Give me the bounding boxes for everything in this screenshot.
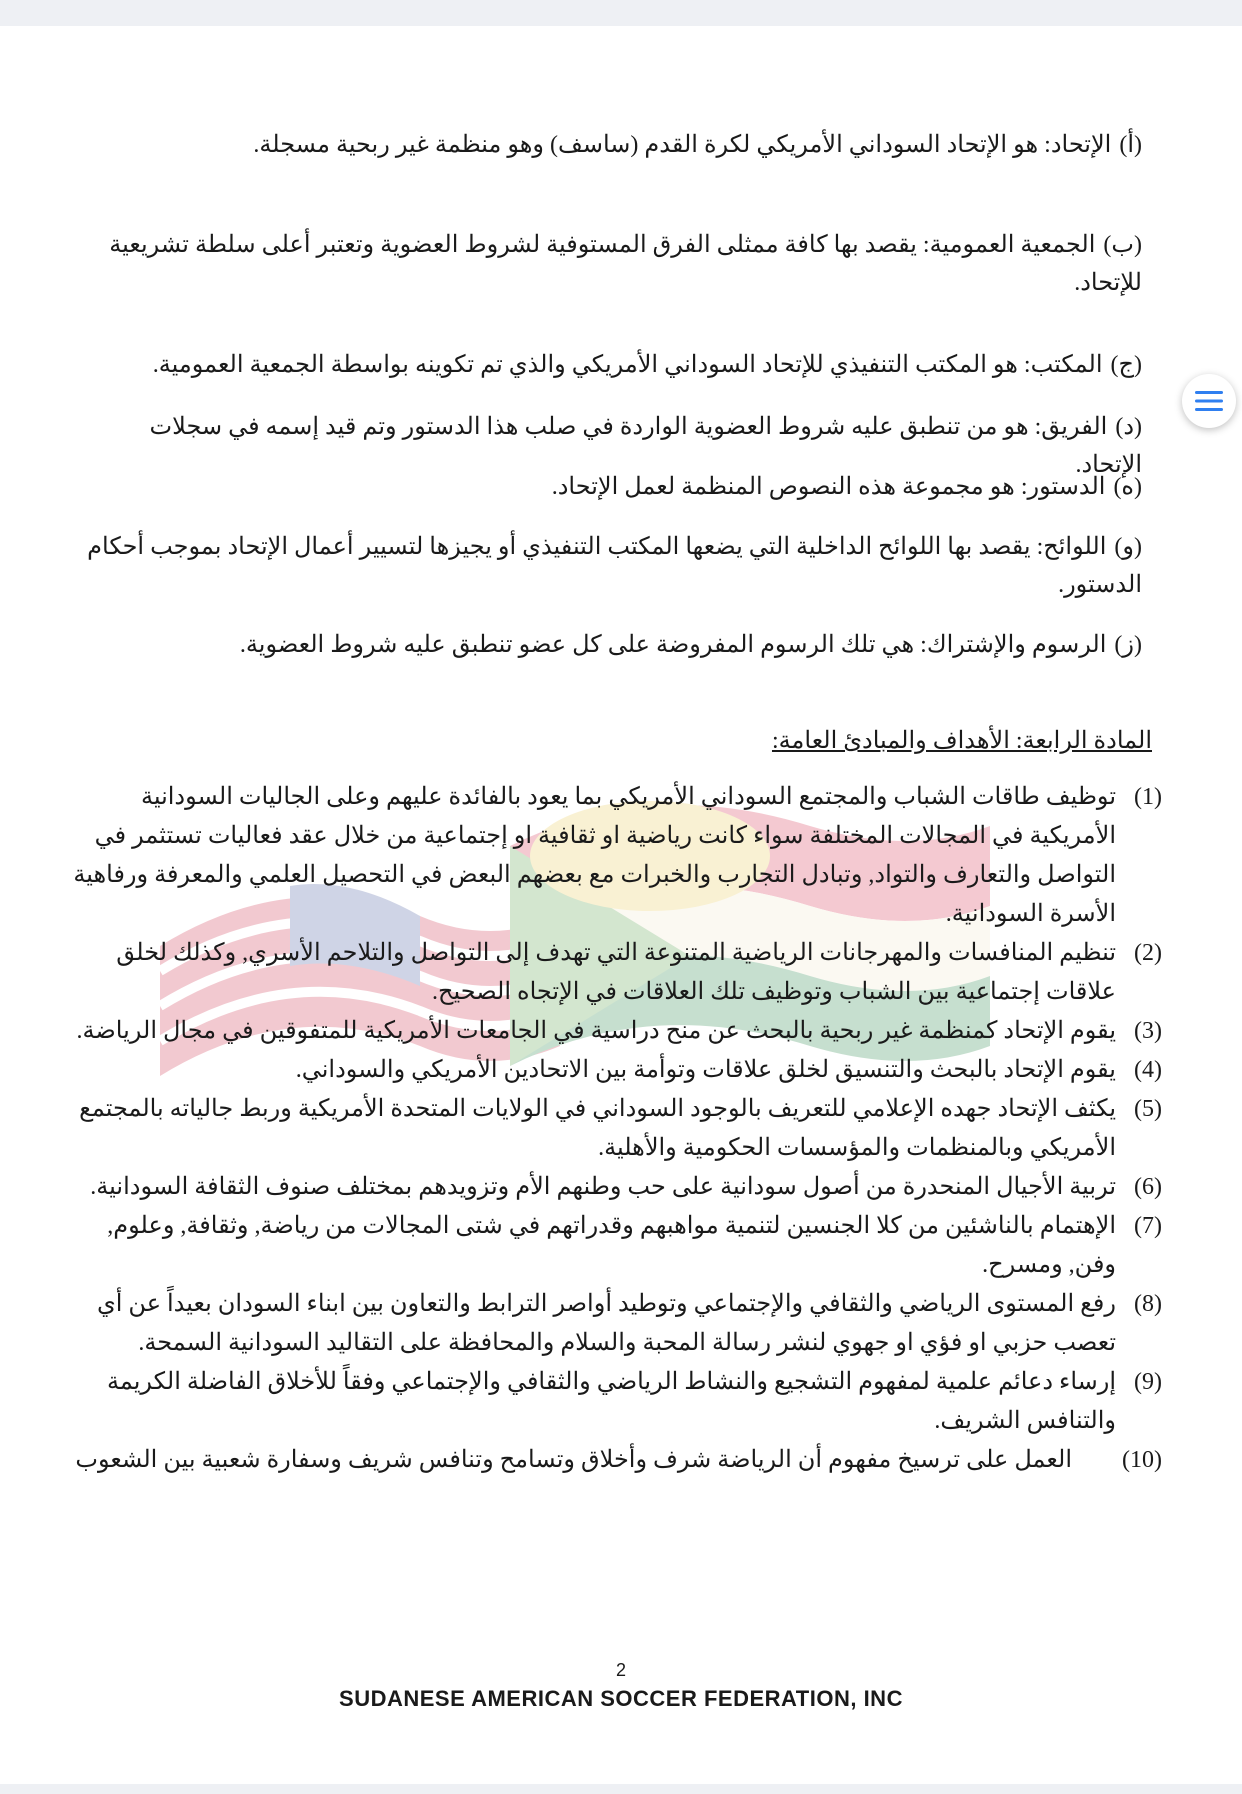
definition-label: (و) [1114, 534, 1142, 560]
organization-footer: SUDANESE AMERICAN SOCCER FEDERATION, INC [339, 1686, 903, 1711]
list-item [72, 1090, 1162, 1168]
list-item-number: (2) [1134, 940, 1162, 966]
definition-label: (ز) [1114, 632, 1142, 658]
list-item [72, 778, 1162, 934]
list-item-number: (1) [1134, 784, 1162, 810]
list-item-number: (5) [1134, 1096, 1162, 1122]
definition-text: الرسوم والإشتراك: هي تلك الرسوم المفروضة على كل عضو تنطبق عليه شروط العضوية. [239, 632, 1107, 658]
definition-c [82, 346, 1142, 384]
definition-text: الإتحاد: هو الإتحاد السوداني الأمريكي لكرة القدم (ساسف) وهو منظمة غير ربحية مسجلة. [253, 132, 1112, 158]
list-item [72, 1363, 1162, 1441]
list-item [72, 1285, 1162, 1363]
list-item-text: الإهتمام بالناشئين من كلا الجنسين لتنمية مواهبهم وقدراتهم في شتى المجالات من رياضة, وثقافة, وعلوم, وفن, ومسرح. [107, 1213, 1116, 1278]
list-item [72, 1168, 1162, 1207]
definition-text: المكتب: هو المكتب التنفيذي للإتحاد السوداني الأمريكي والذي تم تكوينه بواسطة الجمعية العمومية. [152, 352, 1103, 378]
list-item [72, 1207, 1162, 1285]
list-item-text: رفع المستوى الرياضي والثقافي والإجتماعي وتوطيد أواصر الترابط والتعاون بين ابناء السودان بعيداً عن أي تعصب حزبي او فؤي او جهوي لنشر رسالة المحبة والسلام والمحافظة على التقاليد السودانية السمحة. [96, 1291, 1116, 1356]
definition-label: (أ) [1119, 132, 1142, 158]
list-item-number: (6) [1134, 1174, 1162, 1200]
list-item-number: (9) [1134, 1369, 1162, 1395]
list-item-number: (3) [1134, 1018, 1162, 1044]
list-item-text: يقوم الإتحاد كمنظمة غير ربحية بالبحث عن منح دراسية في الجامعات الأمريكية للمتفوقين في مجال الرياضة. [76, 1018, 1116, 1044]
definition-text: الجمعية العمومية: يقصد بها كافة ممثلى الفرق المستوفية لشروط العضوية وتعتبر أعلى سلطة تشريعية للإتحاد. [109, 232, 1142, 296]
menu-button[interactable] [1182, 374, 1236, 428]
page-number: 2 [615, 1660, 626, 1680]
list-item-text: يقوم الإتحاد بالبحث والتنسيق لخلق علاقات وتوأمة بين الاتحادين الأمريكي والسوداني. [295, 1057, 1116, 1083]
list-item-text: العمل على ترسيخ مفهوم أن الرياضة شرف وأخلاق وتسامح وتنافس شريف وسفارة شعبية بين الشعوب [75, 1447, 1072, 1473]
list-item [72, 1441, 1162, 1480]
definition-label: (ب) [1103, 232, 1142, 258]
list-item-number: (8) [1134, 1291, 1162, 1317]
definition-text: الفريق: هو من تنطبق عليه شروط العضوية الواردة في صلب هذا الدستور وتم قيد إسمه في سجلات الإتحاد. [149, 414, 1142, 478]
document-page [0, 26, 1242, 1784]
section-title: المادة الرابعة: الأهداف والمبادئ العامة: [771, 728, 1152, 754]
definition-text: الدستور: هو مجموعة هذه النصوص المنظمة لعمل الإتحاد. [551, 474, 1106, 500]
list-item-text: توظيف طاقات الشباب والمجتمع السوداني الأمريكي بما يعود بالفائدة عليهم وعلى الجاليات السودانية الأمريكية في المجالات المختلفة سواء كانت رياضية او ثقافية او إجتماعية من خلال عقد فعاليات تستثمر في التواصل والتعارف والتواد, وتبادل التجارب والخبرات مع بعضهم البعض في التحصيل العلمي والمعرفة ورفاهية الأسرة السودانية. [73, 784, 1116, 927]
definition-text: اللوائح: يقصد بها اللوائح الداخلية التي يضعها المكتب التنفيذي أو يجيزها لتسيير أعمال الإتحاد بموجب أحكام الدستور. [87, 534, 1142, 598]
list-item-text: يكثف الإتحاد جهده الإعلامي للتعريف بالوجود السوداني في الولايات المتحدة الأمريكية وربط جالياته بالمجتمع الأمريكي وبالمنظمات والمؤسسات الحكومية والأهلية. [79, 1096, 1116, 1161]
list-item-text: تنظيم المنافسات والمهرجانات الرياضية المتنوعة التي تهدف إلى التواصل والتلاحم الأسري, وكذلك لخلق علاقات إجتماعية بين الشباب وتوظيف تلك العلاقات في الإتجاه الصحيح. [116, 940, 1116, 1005]
definition-label: (د) [1115, 414, 1142, 440]
list-item-text: تربية الأجيال المنحدرة من أصول سودانية على حب وطنهم الأم وتزويدهم بمختلف صنوف الثقافة السودانية. [90, 1174, 1116, 1200]
list-item [72, 1051, 1162, 1090]
definition-f [62, 528, 1172, 604]
list-item-number: (4) [1134, 1057, 1162, 1083]
objectives-list [72, 778, 1162, 1480]
list-item-number: (7) [1134, 1213, 1162, 1239]
hamburger-menu-icon [1195, 390, 1223, 412]
list-item-text: إرساء دعائم علمية لمفهوم التشجيع والنشاط الرياضي والثقافي والإجتماعي وفقاً للأخلاق الفاضلة الكريمة والتنافس الشريف. [106, 1369, 1116, 1434]
definition-a [82, 126, 1142, 164]
definition-g [82, 626, 1142, 664]
definition-label: (ج) [1110, 352, 1142, 378]
list-item [72, 1012, 1162, 1051]
list-item [72, 934, 1162, 1012]
list-item-number: (10) [1122, 1447, 1162, 1473]
definition-label: (ه) [1113, 474, 1142, 500]
definition-b [82, 226, 1172, 302]
definition-e [82, 468, 1142, 506]
